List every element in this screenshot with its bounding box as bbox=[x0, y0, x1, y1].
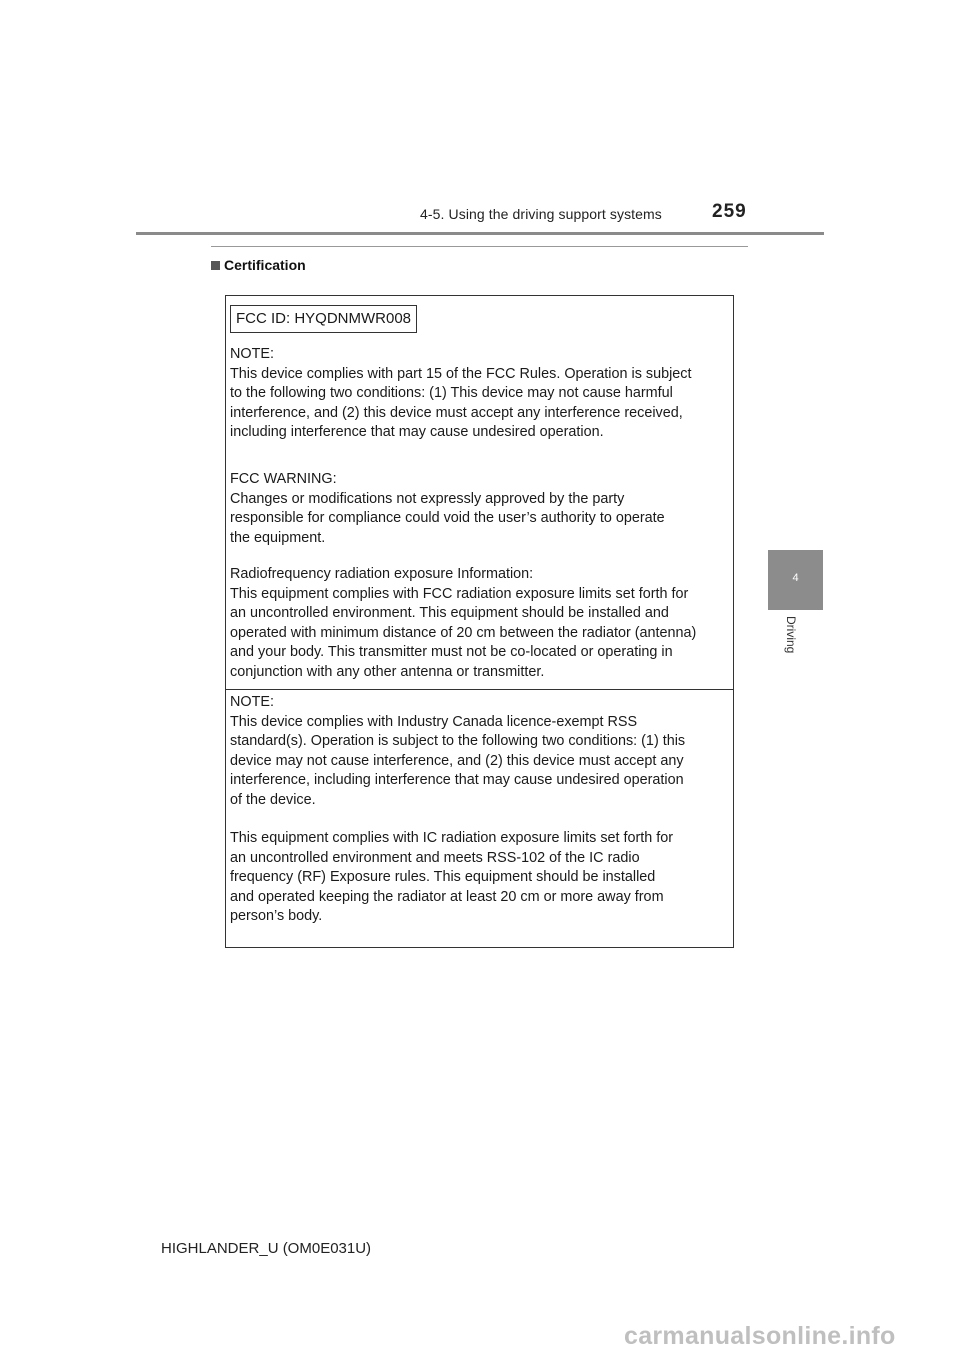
chapter-tab-label bbox=[780, 616, 810, 676]
ic-exposure-line: frequency (RF) Exposure rules. This equipment should be installed bbox=[230, 869, 656, 885]
rf-exposure-line: operated with minimum distance of 20 cm between the radiator (antenna) bbox=[230, 624, 697, 641]
ic-exposure-info bbox=[230, 829, 734, 927]
watermark-text: carmanualsonline.info bbox=[624, 1322, 896, 1350]
fcc-note-line: This device complies with part 15 of the FCC Rules. Operation is subject bbox=[230, 365, 692, 382]
ic-note-line: of the device. bbox=[230, 791, 316, 808]
fcc-note-line: including interference that may cause undesired operation. bbox=[230, 424, 604, 440]
chapter-label-text: Driving bbox=[784, 616, 798, 654]
rf-exposure-info bbox=[230, 565, 734, 682]
ic-exposure-line: This equipment complies with IC radiation exposure limits set forth for bbox=[230, 830, 674, 846]
ic-note-line: device may not cause interference, and (2) this device must accept any bbox=[230, 752, 684, 769]
rf-exposure-line: and your body. This transmitter must not be co-located or operating in bbox=[230, 644, 673, 660]
rf-exposure-title: Radiofrequency radiation exposure Information: bbox=[230, 566, 534, 582]
rf-exposure-line: an uncontrolled environment. This equipment should be installed and bbox=[230, 605, 669, 621]
header-divider bbox=[136, 232, 824, 235]
certification-label-divider bbox=[225, 689, 734, 690]
fcc-note bbox=[230, 345, 734, 443]
section-divider bbox=[211, 246, 748, 247]
ic-exposure-line: an uncontrolled environment and meets RSS-102 of the IC radio bbox=[230, 849, 640, 866]
heading-square-icon bbox=[211, 261, 220, 270]
fcc-note-title: NOTE: bbox=[230, 346, 274, 362]
section-heading bbox=[211, 257, 306, 273]
fcc-note-line: interference, and (2) this device must accept any interference received, bbox=[230, 404, 683, 421]
ic-note-line: standard(s). Operation is subject to the following two conditions: (1) this bbox=[230, 733, 686, 749]
ic-exposure-line: person’s body. bbox=[230, 908, 323, 924]
ic-exposure-line: and operated keeping the radiator at least 20 cm or more away from bbox=[230, 888, 664, 905]
fcc-warning-title: FCC WARNING: bbox=[230, 471, 337, 487]
ic-note bbox=[230, 693, 734, 810]
fcc-warning bbox=[230, 470, 734, 548]
ic-note-line: This device complies with Industry Canada licence-exempt RSS bbox=[230, 713, 638, 730]
fcc-note-line: to the following two conditions: (1) This device may not cause harmful bbox=[230, 385, 673, 401]
ic-note-title: NOTE: bbox=[230, 694, 274, 710]
fcc-warning-line: responsible for compliance could void the user’s authority to operate bbox=[230, 510, 665, 526]
fcc-warning-line: the equipment. bbox=[230, 529, 326, 546]
running-header-section-title: 4-5. Using the driving support systems bbox=[420, 206, 662, 222]
page-number: 259 bbox=[712, 201, 747, 222]
fcc-id-label: FCC ID: HYQDNMWR008 bbox=[230, 305, 417, 333]
footer-model-code: HIGHLANDER_U (OM0E031U) bbox=[161, 1240, 372, 1257]
ic-note-line: interference, including interference that may cause undesired operation bbox=[230, 772, 684, 788]
section-heading-text: Certification bbox=[224, 257, 306, 273]
rf-exposure-line: This equipment complies with FCC radiation exposure limits set forth for bbox=[230, 585, 689, 602]
fcc-warning-line: Changes or modifications not expressly approved by the party bbox=[230, 490, 625, 507]
rf-exposure-line: conjunction with any other antenna or transmitter. bbox=[230, 663, 545, 680]
chapter-tab-number: 4 bbox=[792, 572, 799, 584]
